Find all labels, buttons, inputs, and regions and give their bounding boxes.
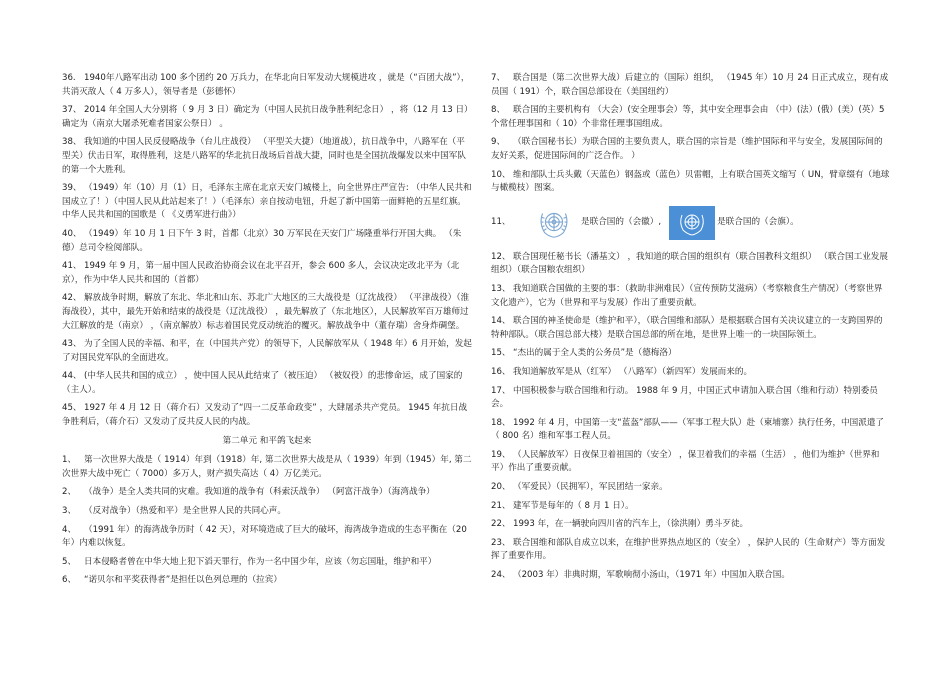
- list-item: [491, 417, 891, 444]
- item-text: 建军节是每年的（ 8 月 1 日）。: [513, 500, 634, 511]
- list-item: [62, 505, 472, 519]
- item-number: 8、: [491, 105, 506, 116]
- list-item: [62, 574, 472, 588]
- item-text: 1949 年 9 月，第一届中国人民政治协商会议在北平召开，参会 600 多人，会议决定改北平为（北京），作为中华人民共和国的（首都）: [62, 261, 460, 285]
- item-number: 44、: [62, 371, 82, 382]
- item-number: 18、: [491, 417, 511, 428]
- item-text: 联合国的主要机构有 （大会）(安全理事会）等，其中安全理事会由 （中）(法）(俄）(美）(英）5 个常任理事国和（ 10）个非常任理事国组成。: [491, 105, 885, 129]
- item-text: （2003 年）非典时期，军歌响彻小汤山，（1971 年）中国加入联合国。: [513, 570, 790, 581]
- item-text: 联合国维和部队自成立以来，在维护世界热点地区的（安全） ，保护人民的（生命财产）等方面发挥了重要作用。: [491, 537, 886, 562]
- item-number: 7、: [491, 73, 506, 83]
- item-number: 11、: [491, 216, 511, 227]
- item-text: 1992 年 4 月，中国第一支“蓝盔”部队——（军事工程大队）赴（柬埔寨）执行任务，中国派遣了（ 800 名）维和军事工程人员。: [491, 417, 885, 442]
- item-text: 我知道联合国做的主要的事：（救助非洲难民）（宣传预防艾滋病）（考察粮食生产情况）（考察世界文化遗产），它为（世界和平与发展）作出了重要贡献。: [491, 283, 883, 308]
- item-number: 1、: [62, 455, 77, 466]
- item-text: 联合国现任秘书长（潘基文） ，我知道的联合国的组织有（联合国教科文组织） （联合国工业发展组织）（联合国粮农组织）: [491, 251, 888, 276]
- item-number: 24、: [491, 570, 511, 581]
- list-item: [62, 556, 472, 570]
- item-number: 6、: [62, 575, 77, 586]
- list-item: [491, 347, 891, 361]
- item-text: 联合国是（第二次世界大战）后建立的（国际）组织， （1945 年）10 月 24 日正式成立，现有成员国（ 191）个，联合国总部设在（美国纽约）: [491, 73, 889, 97]
- item-number: 41、: [62, 261, 82, 272]
- list-item: [491, 481, 891, 495]
- item-number: 38、: [62, 137, 82, 148]
- list-item: [62, 182, 472, 223]
- item-number: 39、: [62, 183, 82, 194]
- list-item: [62, 370, 472, 397]
- item-number: 16、: [491, 366, 511, 377]
- item-text: 1993 年，在一辆驶向四川省的汽车上，（徐洪刚）勇斗歹徒。: [513, 519, 749, 530]
- un-flag-icon: [669, 206, 715, 240]
- item-number: 17、: [491, 385, 511, 396]
- list-item: [62, 72, 472, 99]
- item-text: 我知道的中国人民反侵略战争（台儿庄战役） （平型关大捷）（地道战），抗日战争中，八路军在（平型关）伏击日军，取得胜利，这是八路军的华北抗日战场后首战大捷，同时也是全国抗战爆发以来中国军队的第一个大胜利。: [62, 137, 466, 175]
- item-11: [491, 201, 891, 245]
- item-text: （人民解放军）日夜保卫着祖国的（安全） ，保卫着我们的幸福（生活） ，他们为维护（世界和平）作出了重要贡献。: [491, 449, 880, 474]
- item-text: “杰出的属于全人类的公务员”是（德梅洛）: [513, 348, 677, 359]
- item-text: 日本侵略者曾在中华大地上犯下滔天罪行，作为一名中国少年，应该（勿忘国耻，维护和平）: [84, 556, 437, 567]
- item-number: 15、: [491, 348, 511, 359]
- item-text: 1940年八路军出动 100 多个团约 20 万兵力，在华北向日军发动大规模进攻 ，就是（“百团大战”），共消灭敌人（ 4 万多人），领导者是（彭德怀）: [62, 73, 470, 97]
- item-text: (中华人民共和国的成立） ，使中国人民从此结束了（被压迫） （被奴役）的悲惨命运，成了国家的（主人）。: [62, 371, 463, 395]
- list-item: [491, 251, 891, 278]
- item-text: 1927 年 4 月 12 日（蒋介石）又发动了“四一二反革命政变” ，大肆屠杀共产党员。 1945 年抗日战争胜利后，（蒋介石）又发动了反共反人民的内战。: [62, 403, 468, 428]
- item-text: 2014 年全国人大分别将（ 9 月 3 日）确定为（中国人民抗日战争胜利纪念日） ，将（12 月 13 日）确定为（南京大屠杀死难者国家公祭日） 。: [62, 105, 469, 129]
- item-text: （联合国秘书长）为联合国的主要负责人，联合国的宗旨是（维护国际和平与安全，发展国际间的友好关系，促进国际间的广泛合作。 ）: [491, 137, 883, 161]
- list-item: [491, 169, 891, 196]
- item-number: 4、: [62, 524, 77, 535]
- item-text: 第一次世界大战是（ 1914）年到（1918）年, 第二次世界大战是从（ 1939）年到（1945）年, 第二次世界大战中死亡（ 7000）多万人，财产损失高达（ 4）万亿美元。: [62, 455, 472, 479]
- item-number: 21、: [491, 500, 511, 511]
- list-item: [62, 338, 472, 365]
- item-text: “诺贝尔和平奖获得者”是担任以色列总理的（拉宾）: [84, 575, 282, 586]
- list-item: [491, 104, 891, 131]
- item-number: 20、: [491, 482, 511, 493]
- item-text: 维和部队士兵头戴（天蓝色）钢盔或（蓝色）贝雷帽，上有联合国英文缩写（ UN，臂章缀有（地球与橄榄枝）图案。: [491, 169, 890, 194]
- item-number: 45、: [62, 403, 82, 414]
- item-number: 42、: [62, 293, 82, 304]
- flag-caption: 是联合国的（会旗）。: [717, 216, 799, 227]
- list-item: [491, 366, 891, 380]
- item-text: （1949）年 10 月 1 日下午 3 时，首都（北京）30 万军民在天安门广场隆重举行开国大典。 （朱德）总司令检阅部队。: [62, 228, 462, 253]
- item-text: （军爱民）（民拥军），军民团结一家亲。: [513, 482, 668, 493]
- item-text: 联合国的神圣使命是（维护和平），（联合国维和部队）是根据联合国有关决议建立的一支跨国界的特种部队。（联合国总部大楼）是联合国总部的所在地，是世界上唯一的一块国际领土。: [491, 316, 883, 340]
- item-number: 37、: [62, 105, 82, 116]
- section-heading: 第二单元 和平鸽飞起来: [222, 435, 312, 446]
- item-text: （1991 年）的海湾战争历时（ 42 天），对环境造成了巨大的破坏，海湾战争造成的生态平衡在（20 年）内难以恢复。: [62, 524, 467, 549]
- list-item: [491, 500, 891, 514]
- list-item: [62, 260, 472, 287]
- list-item: [491, 136, 891, 163]
- item-number: 13、: [491, 283, 511, 294]
- list-item: [62, 402, 472, 429]
- list-item: [62, 104, 472, 131]
- emblem-caption: 是联合国的（会徽）,: [581, 216, 662, 227]
- item-number: 43、: [62, 339, 82, 350]
- list-item: [491, 569, 891, 583]
- list-item: [491, 449, 891, 476]
- item-number: 5、: [62, 556, 77, 567]
- item-text: 我知道解放军是从（红军） （八路军）（新四军）发展而来的。: [513, 366, 753, 377]
- list-item: [491, 518, 891, 532]
- item-number: 22、: [491, 519, 511, 530]
- list-item: [491, 283, 891, 310]
- right-column: [491, 72, 891, 588]
- item-number: 10、: [491, 169, 511, 180]
- item-number: 19、: [491, 449, 511, 460]
- list-item: [491, 537, 891, 564]
- item-number: 40、: [62, 228, 82, 239]
- item-text: 解放战争时期，解放了东北、华北和山东、苏北广大地区的三大战役是（辽沈战役） （平津战役）（淮海战役），其中，最先开始和结束的战役是（辽沈战役） ，最先解放了（东北地区），人民解放军百万雄师过大江解放的是（南京） ，（南京解放）标志着国民党反动统治的覆灭。解放战争中（董存瑞）舍身炸碉堡。: [62, 293, 470, 331]
- item-text: （战争）是全人类共同的灾难。我知道的战争有（科索沃战争） （阿富汗战争）（海湾战争）: [84, 487, 435, 498]
- item-number: 2、: [62, 487, 77, 498]
- item-number: 9、: [491, 137, 506, 148]
- item-text: （1949）年（10）月（1）日，毛泽东主席在北京天安门城楼上，向全世界庄严宣告: （中华人民共和国成立了！）（中国人民从此站起来了！）（毛泽东）亲自按动电钮，升起了新中国第一面鲜艳的五星红旗。中华人民共和国的国歌是（ 《义勇军进行曲》）: [62, 183, 472, 221]
- list-item: [491, 315, 891, 342]
- list-item: [62, 454, 472, 481]
- list-item: [491, 385, 891, 412]
- item-number: 3、: [62, 506, 77, 517]
- list-item: [62, 486, 472, 500]
- list-item: [62, 228, 472, 255]
- item-text: 中国积极参与联合国维和行动。 1988 年 9 月，中国正式申请加入联合国（维和行动）特别委员会。: [491, 385, 878, 410]
- item-number: 14、: [491, 316, 511, 327]
- un-emblem-icon: [535, 204, 573, 242]
- list-item: [62, 136, 472, 177]
- list-item: [491, 72, 891, 99]
- item-number: 23、: [491, 537, 511, 548]
- item-number: 36.: [62, 73, 76, 83]
- item-text: 为了全国人民的幸福、和平，在（中国共产党）的领导下，人民解放军从（ 1948 年）6 月开始，发起了对国民党军队的全面进攻。: [62, 339, 472, 363]
- list-item: [62, 292, 472, 333]
- list-item: [62, 524, 472, 551]
- left-column: [62, 72, 472, 593]
- item-number: 12、: [491, 251, 511, 262]
- item-text: （反对战争）（热爱和平）是全世界人民的共同心声。: [84, 506, 286, 517]
